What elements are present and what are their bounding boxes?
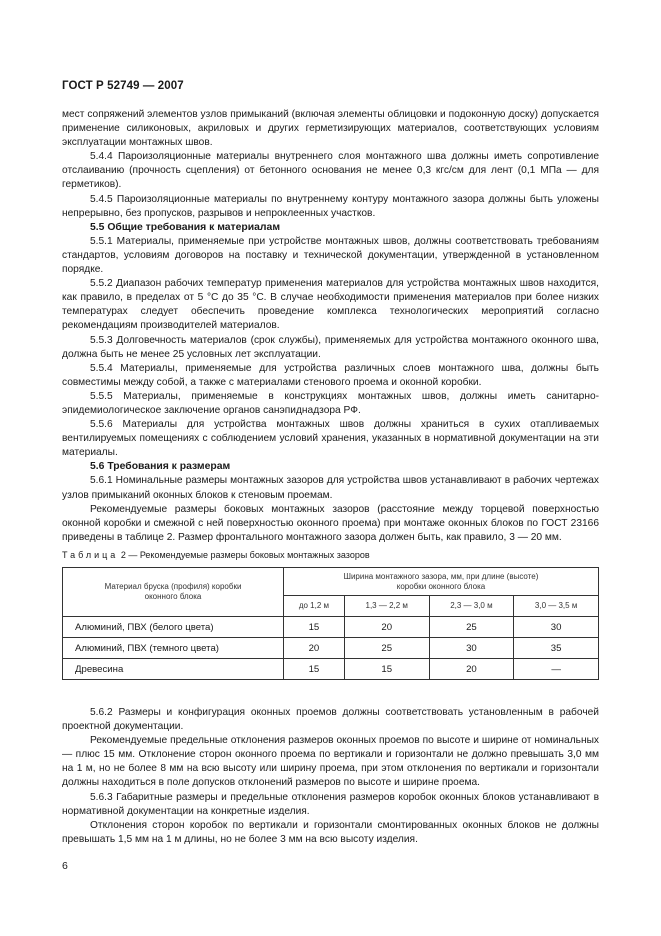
paragraph: 5.5.4 Материалы, применяемые для устройства различных слоев монтажного шва, должны быть совместимы между собой, а также с материалами стенового проема и оконной коробки. [62, 362, 599, 388]
paragraph: 5.5.5 Материалы, применяемые в конструкциях монтажных швов, должны иметь санитарно-эпидемиологическое заключение органов санэпиднадзора РФ. [62, 390, 599, 416]
table-cell-material: Алюминий, ПВХ (темного цвета) [63, 638, 284, 659]
table-subheader: до 1,2 м [284, 596, 345, 617]
body-text-after-table [62, 706, 599, 847]
table-cell: — [514, 659, 599, 680]
table-cell-material: Алюминий, ПВХ (белого цвета) [63, 617, 284, 638]
table-caption [62, 550, 370, 560]
table-row [63, 617, 599, 638]
paragraph: 5.6.1 Номинальные размеры монтажных зазоров для устройства швов устанавливают в рабочих чертежах узлов примыканий оконных блоков к стеновым проемам. [62, 475, 599, 501]
table-row [63, 638, 599, 659]
paragraph: 5.5.3 Долговечность материалов (срок службы), применяемых для устройства монтажного оконного шва, должна быть не менее 25 условных лет эксплуатации. [62, 334, 599, 360]
table-cell: 15 [284, 659, 345, 680]
table-header-width: Ширина монтажного зазора, мм, при длине (высоте) коробки оконного блока [284, 568, 599, 596]
paragraph: мест сопряжений элементов узлов примыканий (включая элементы облицовки и подоконную доску) допускается применение силиконовых, акриловых и других герметизирующих материалов, соответствующих условиям эксплуатации монтажных швов. [62, 109, 599, 149]
table-cell: 15 [344, 659, 429, 680]
paragraph: 5.5.2 Диапазон рабочих температур применения материалов для устройства монтажных швов находится, как правило, в пределах от 5 °С до 35 °С. В случае необходимости применения материалов при более низких температурах следует обеспечить проведение комплекса технологических мероприятий согласно рекомендациям производителей материалов. [62, 278, 599, 332]
page-number: 6 [62, 860, 68, 872]
table-subheader: 3,0 — 3,5 м [514, 596, 599, 617]
table-cell: 20 [284, 638, 345, 659]
paragraph: 5.4.5 Пароизоляционные материалы по внутреннему контуру монтажного зазора должны быть уложены непрерывно, без пропусков, разрывов и непроклеенных участков. [62, 193, 599, 219]
table-cell: 30 [429, 638, 514, 659]
table-caption-text: 2 — Рекомендуемые размеры боковых монтажных зазоров [120, 550, 370, 560]
table-row [63, 659, 599, 680]
table-cell: 20 [429, 659, 514, 680]
table-subheader: 1,3 — 2,2 м [344, 596, 429, 617]
paragraph: 5.6.2 Размеры и конфигурация оконных проемов должны соответствовать установленным в рабочей проектной документации. [62, 707, 599, 733]
body-text [62, 108, 599, 545]
standard-header: ГОСТ Р 52749 — 2007 [62, 80, 184, 92]
sizes-table [62, 567, 599, 680]
paragraph: 5.6.3 Габаритные размеры и предельные отклонения размеров коробок оконных блоков устанавливают в нормативной документации на конкретные изделия. [62, 791, 599, 817]
paragraph: 5.5.6 Материалы для устройства монтажных швов должны храниться в сухих отапливаемых вентилируемых помещениях с соблюдением условий хранения, указанных в нормативной документации на эти материалы. [62, 419, 599, 459]
table-subheader: 2,3 — 3,0 м [429, 596, 514, 617]
table-cell: 25 [344, 638, 429, 659]
section-heading: 5.5 Общие требования к материалам [90, 221, 280, 233]
paragraph: 5.5.1 Материалы, применяемые при устройстве монтажных швов, должны соответствовать требованиям стандартов, условиям договоров на поставку и технической документации, утвержденной в установленном порядке. [62, 235, 599, 276]
paragraph: Рекомендуемые размеры боковых монтажных зазоров (расстояние между торцевой поверхностью оконной коробки и смежной с ней поверхностью оконного проема) при монтаже оконных блоков по ГОСТ 23166 приведены в таблице 2. Размер фронтального монтажного зазора должен быть, как правило, 3 — 20 мм. [62, 503, 599, 543]
paragraph: Рекомендуемые предельные отклонения размеров оконных проемов по высоте и ширине от номинальных — плюс 15 мм. Отклонение сторон оконного проема по вертикали и горизонтали не должно превышать 3,0 мм на 1 м, но не более 8 мм на всю высоту или ширину проема, при этом отклонения по вертикали и горизонтали должны находиться в поле допусков отклонений размеров по высоте и ширине проема. [62, 735, 599, 789]
table-caption-word: Таблица [62, 550, 119, 560]
table-header-material: Материал бруска (профиля) коробки оконного блока [63, 568, 284, 617]
paragraph: 5.4.4 Пароизоляционные материалы внутреннего слоя монтажного шва должны иметь сопротивление отслаиванию (прочность сцепления) от бетонного основания не менее 0,3 кгс/см для лент (0,1 МПа — для герметиков). [62, 151, 599, 191]
table-cell: 30 [514, 617, 599, 638]
paragraph: Отклонения сторон коробок по вертикали и горизонтали смонтированных оконных блоков не должны превышать 1,5 мм на 1 м длины, но не более 3 мм на всю высоту изделия. [62, 819, 599, 845]
table-cell-material: Древесина [63, 659, 284, 680]
table-cell: 25 [429, 617, 514, 638]
table-cell: 15 [284, 617, 345, 638]
section-heading: 5.6 Требования к размерам [90, 461, 231, 473]
table-cell: 35 [514, 638, 599, 659]
table-cell: 20 [344, 617, 429, 638]
